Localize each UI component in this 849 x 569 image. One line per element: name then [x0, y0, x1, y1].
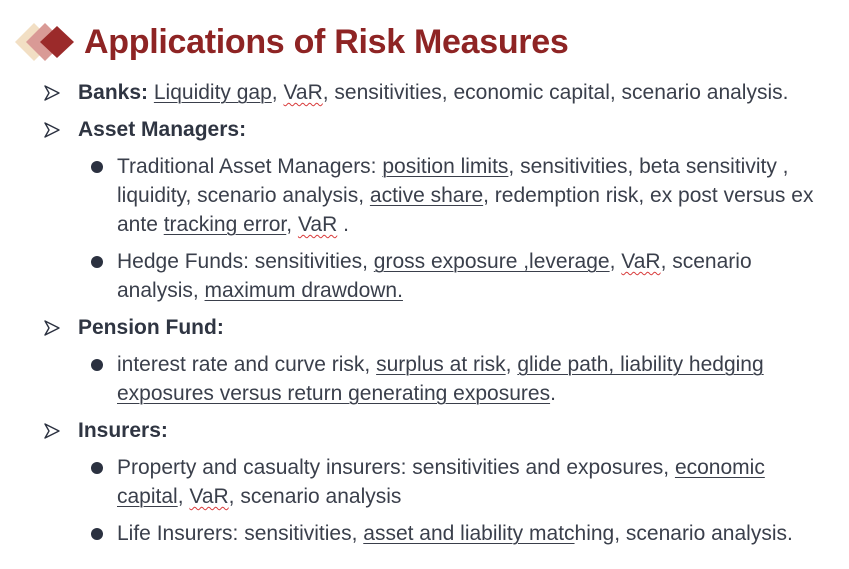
text: , sensitivities, economic capital, scenario analysis. — [322, 81, 789, 104]
sub-item-life-insurers — [44, 519, 834, 548]
sub-item-hedge-funds — [44, 247, 834, 305]
dot-bullet-icon — [91, 528, 103, 540]
link-maximum-drawdown[interactable]: maximum drawdown. — [204, 279, 403, 302]
text: , — [286, 213, 298, 236]
sub-item-pension — [44, 350, 834, 408]
sub-item-property-casualty — [44, 453, 834, 511]
list-item-insurers — [44, 416, 834, 445]
text: . — [337, 213, 349, 236]
diamond-logo-icon — [12, 20, 80, 66]
list-item-pension-fund — [44, 313, 834, 342]
arrow-bullet-icon — [44, 423, 60, 439]
list-item-banks — [44, 78, 834, 107]
arrow-bullet-icon — [44, 122, 60, 138]
link-liquidity-gap[interactable]: Liquidity gap — [153, 81, 272, 104]
text: Property and casualty insurers: sensitivities and exposures, — [117, 456, 675, 479]
link-economic-capital[interactable]: economic capital — [117, 456, 765, 508]
arrow-bullet-icon — [44, 320, 60, 336]
text: Life Insurers: sensitivities, — [117, 522, 364, 545]
pension-fund-heading: Pension Fund: — [78, 316, 224, 339]
list-item-asset-managers — [44, 115, 834, 144]
text: , — [505, 353, 518, 376]
link-asset-liability-matching[interactable]: asset and liability matc — [363, 522, 575, 545]
link-gross-exposure-leverage[interactable]: gross exposure ,leverage — [373, 250, 610, 273]
link-glide-path[interactable]: glide path, liability hedging exposures versus return generating exposures — [117, 353, 764, 405]
text: hing, scenario analysis. — [574, 522, 793, 545]
text: Hedge Funds: sensitivities, — [117, 250, 374, 273]
dot-bullet-icon — [91, 161, 103, 173]
text: , redemption risk, ex post versus ex ante — [117, 184, 814, 236]
var-term: VaR — [283, 81, 323, 104]
dot-bullet-icon — [91, 462, 103, 474]
text: , — [177, 485, 190, 508]
banks-heading: Banks: — [78, 81, 149, 104]
var-term: VaR — [189, 485, 229, 508]
text: , — [271, 81, 284, 104]
link-tracking-error[interactable]: tracking error — [163, 213, 287, 236]
page-title: Applications of Risk Measures — [84, 23, 569, 61]
dot-bullet-icon — [91, 359, 103, 371]
link-active-share[interactable]: active share — [369, 184, 484, 207]
text: , sensitivities, beta sensitivity , liquidity, scenario analysis, — [117, 155, 789, 207]
asset-managers-heading: Asset Managers: — [78, 118, 247, 141]
arrow-bullet-icon — [44, 85, 60, 101]
var-term: VaR — [621, 250, 661, 273]
text: Traditional Asset Managers: — [117, 155, 383, 178]
text: , — [609, 250, 622, 273]
text: interest rate and curve risk, — [117, 353, 377, 376]
bullet-list — [44, 78, 834, 556]
text: , scenario analysis, — [117, 250, 752, 302]
text: , scenario analysis — [228, 485, 402, 508]
dot-bullet-icon — [91, 256, 103, 268]
text: . — [550, 382, 556, 405]
link-surplus-at-risk[interactable]: surplus at risk — [376, 353, 506, 376]
link-position-limits[interactable]: position limits — [382, 155, 509, 178]
var-term: VaR — [297, 213, 338, 236]
sub-item-traditional-asset-managers — [44, 152, 834, 239]
insurers-heading: Insurers: — [78, 419, 168, 442]
